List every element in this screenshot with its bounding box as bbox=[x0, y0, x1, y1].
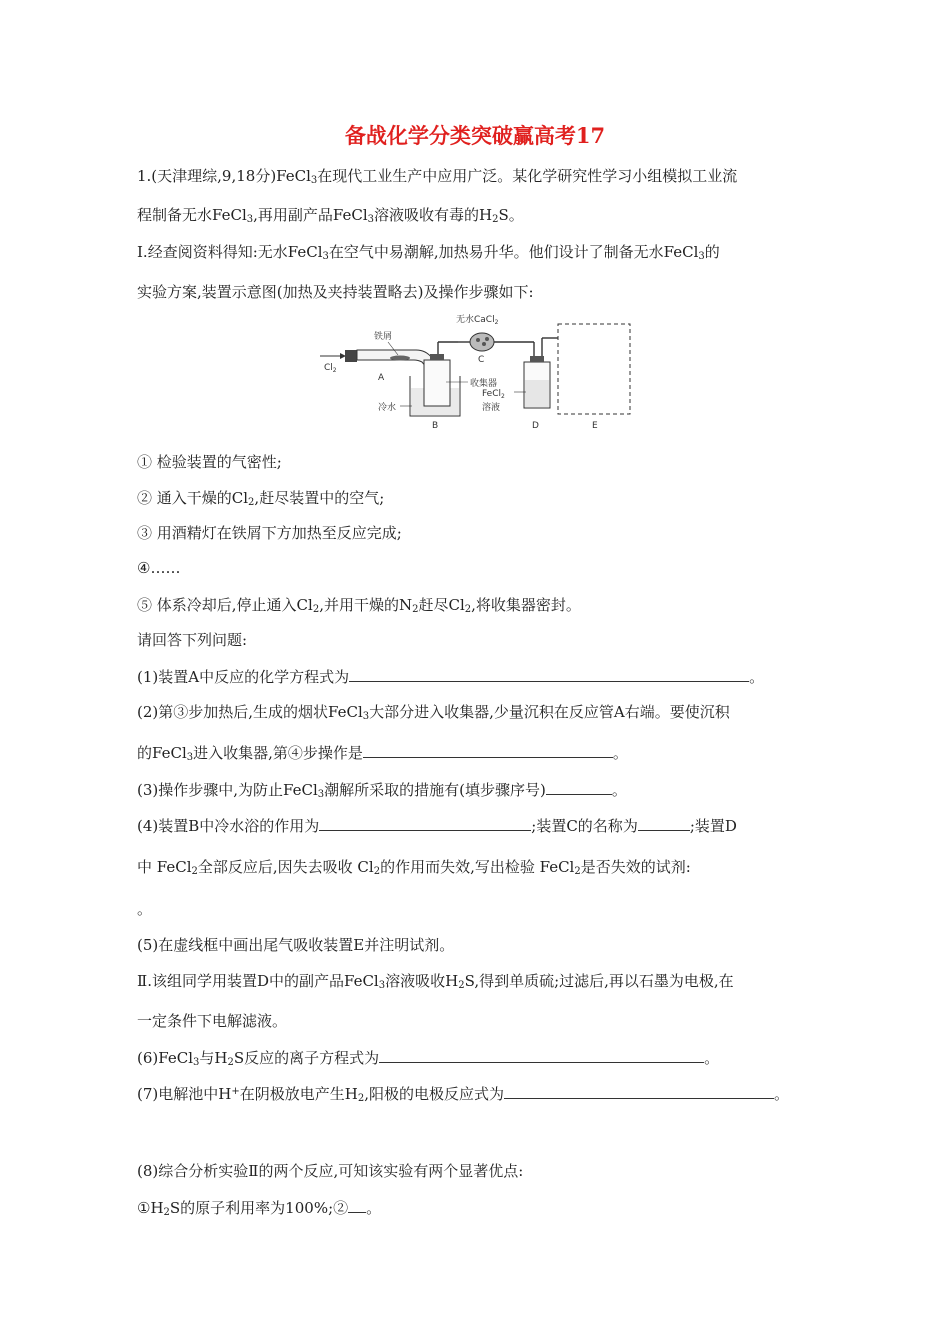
answer-blank-4a[interactable] bbox=[319, 815, 531, 831]
question-2-line-2: 的FeCl$_3$进入收集器,第④步操作是 。 bbox=[137, 744, 628, 763]
collector-stopper bbox=[430, 354, 444, 360]
answer-blank-3[interactable] bbox=[546, 779, 612, 795]
questions-intro: 请回答下列问题: bbox=[137, 631, 248, 649]
granule-2 bbox=[482, 342, 486, 346]
granule-3 bbox=[485, 337, 489, 341]
step-4: ④…… bbox=[137, 559, 181, 577]
drying-tube-c bbox=[470, 333, 494, 351]
granule-1 bbox=[476, 338, 480, 342]
question-1-intro-line-1: 1.(天津理综,9,18分)FeCl$_3$在现代工业生产中应用广泛。某化学研究性学习小组模拟工业流 bbox=[137, 167, 738, 186]
answer-blank-6[interactable] bbox=[379, 1047, 704, 1063]
part-1-intro-line-1: Ⅰ.经查阅资料得知:无水FeCl$_3$在空气中易潮解,加热易升华。他们设计了制备无水FeCl$_3$的 bbox=[137, 243, 720, 262]
question-5: (5)在虚线框中画出尾气吸收装置E并注明试剂。 bbox=[137, 936, 455, 954]
step-5: ⑤ 体系冷却后,停止通入$Cl_2$,并用干燥的$N_2$赶尽$Cl_2$,将收集器密封。 bbox=[137, 596, 581, 615]
question-3: (3)操作步骤中,为防止FeCl$_3$潮解所采取的措施有(填步骤序号) 。 bbox=[137, 781, 627, 800]
question-8-answer-line: $①H_2S$的原子利用率为100%;② 。 bbox=[137, 1199, 382, 1218]
label-A: A bbox=[378, 373, 385, 383]
answer-blank-8[interactable] bbox=[348, 1197, 366, 1213]
cacl2-label: 无水CaCl$_2$ bbox=[456, 315, 499, 326]
page-title: 备战化学分类突破赢高考17 bbox=[344, 123, 606, 148]
question-4-line-2: 中 FeCl$_2$全部反应后,因失去吸收 $Cl_2$的作用而失效,写出检验 FeCl$_2$是否失效的试剂: bbox=[137, 858, 691, 877]
fecl2-solution bbox=[525, 380, 549, 407]
apparatus-diagram bbox=[318, 312, 634, 436]
solution-label: 溶液 bbox=[482, 403, 501, 413]
label-E: E bbox=[592, 421, 598, 431]
cl2-label: $Cl_2$ bbox=[324, 363, 337, 374]
part-1-intro-line-2: 实验方案,装置示意图(加热及夹持装置略去)及操作步骤如下: bbox=[137, 283, 534, 301]
question-4-line-1: (4)装置B中冷水浴的作用为 ;装置C的名称为 ;装置D bbox=[137, 817, 737, 835]
question-2-line-1: (2)第③步加热后,生成的烟状FeCl$_3$大部分进入收集器,少量沉积在反应管A右端。要使沉积 bbox=[137, 703, 730, 722]
label-B: B bbox=[432, 421, 439, 431]
collector-bottle bbox=[424, 360, 450, 406]
part-2-intro-line-2: 一定条件下电解滤液。 bbox=[137, 1012, 288, 1030]
step-2: ② 通入干燥的$Cl_2$,赶尽装置中的空气; bbox=[137, 489, 385, 508]
tail-gas-box-e bbox=[558, 324, 630, 414]
label-C: C bbox=[478, 355, 485, 365]
question-1-intro-line-2: 程制备无水FeCl$_3$,再用副产品FeCl$_3$溶液吸收有毒的$H_2S$。 bbox=[137, 206, 524, 225]
iron-filings bbox=[390, 356, 410, 361]
label-D: D bbox=[532, 421, 539, 431]
question-1: (1)装置A中反应的化学方程式为 。 bbox=[137, 668, 765, 686]
answer-blank-1[interactable] bbox=[349, 666, 749, 682]
stopper bbox=[345, 350, 357, 362]
question-7: (7)电解池中H+在阴极放电产生$H_2$,阳极的电极反应式为 。 bbox=[137, 1085, 789, 1104]
answer-blank-7[interactable] bbox=[504, 1083, 774, 1099]
question-6: (6)FeCl$_3$与$H_2S$反应的离子方程式为 。 bbox=[137, 1049, 720, 1068]
d-stopper bbox=[530, 356, 544, 362]
cold-water-label: 冷水 bbox=[378, 403, 397, 413]
step-3: ③ 用酒精灯在铁屑下方加热至反应完成; bbox=[137, 524, 402, 542]
collector-label: 收集器 bbox=[470, 379, 498, 389]
step-1: ① 检验装置的气密性; bbox=[137, 453, 282, 471]
answer-blank-4b[interactable] bbox=[638, 815, 690, 831]
part-2-intro-line-1: Ⅱ.该组同学用装置D中的副产品FeCl$_3$溶液吸收$H_2S$,得到单质硫;过滤后,再以石墨为电极,在 bbox=[137, 972, 734, 991]
question-4-line-3: 。 bbox=[137, 900, 153, 918]
question-8: (8)综合分析实验Ⅱ的两个反应,可知该实验有两个显著优点: bbox=[137, 1162, 524, 1180]
iron-label: 铁屑 bbox=[374, 332, 393, 342]
answer-blank-2[interactable] bbox=[363, 742, 613, 758]
fecl2-label: FeCl$_2$ bbox=[482, 389, 505, 400]
